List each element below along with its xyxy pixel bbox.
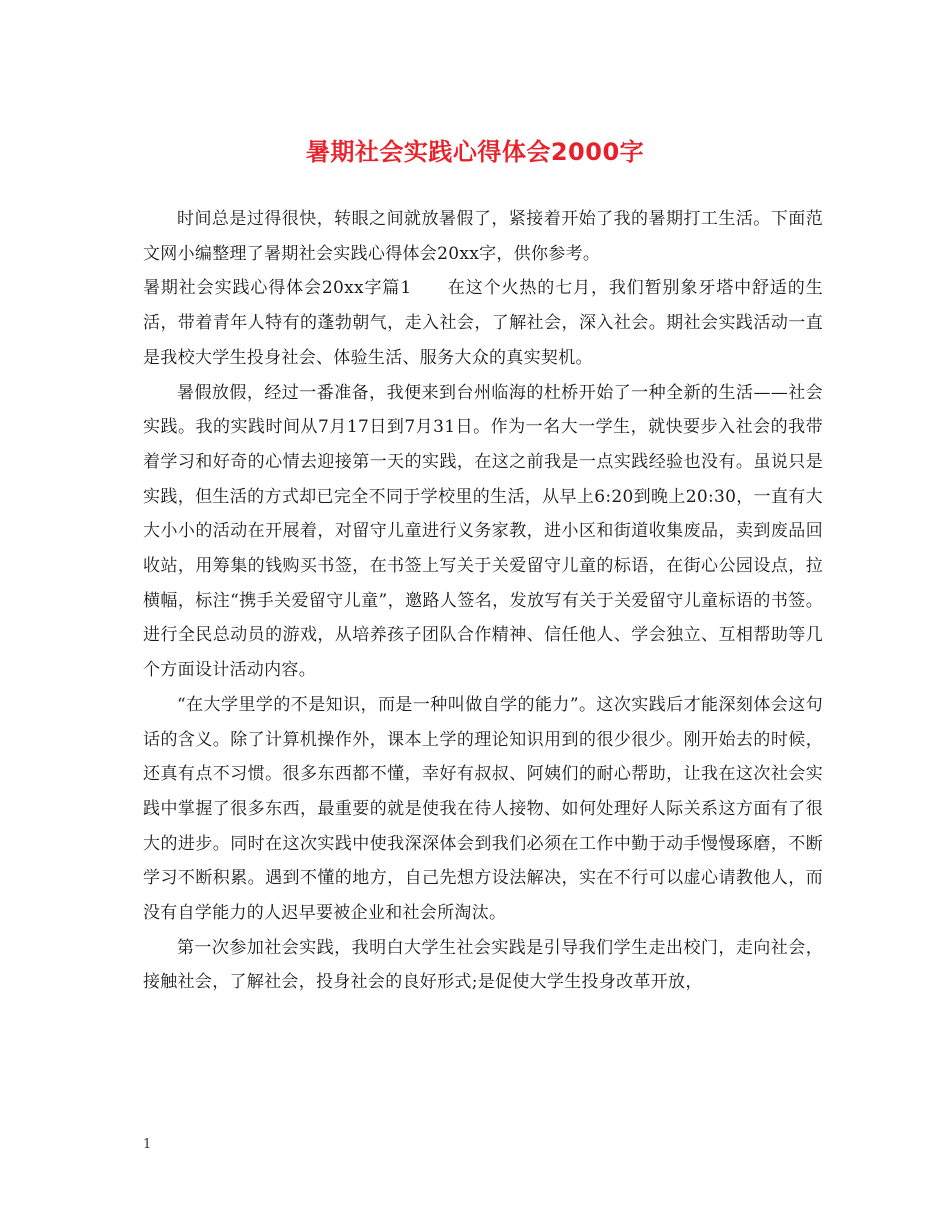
paragraph-section-1: 暑期社会实践心得体会20xx字篇1 在这个火热的七月，我们暂别象牙塔中舒适的生活，带着青年人特有的蓬勃朝气，走入社会，了解社会，深入社会。期社会实践活动一直是我校大学生投身社会、体验生活、服务大众的真实契机。 — [143, 278, 823, 368]
paragraph-first-practice: 第一次参加社会实践，我明白大学生社会实践是引导我们学生走出校门，走向社会，接触社会，了解社会，投身社会的良好形式;是促使大学生投身改革开放， — [143, 937, 823, 993]
document-body — [143, 202, 823, 1000]
document-title: 暑期社会实践心得体会2000字 — [305, 138, 645, 166]
paragraph-practice-description: 暑假放假，经过一番准备，我便来到台州临海的杜桥开始了一种全新的生活——社会实践。我的实践时间从7月17日到7月31日。作为一名大一学生，就快要步入社会的我带着学习和好奇的心情去迎接第一天的实践，在这之前我是一点实践经验也没有。虽说只是实践，但生活的方式却已完全不同于学校里的生活，从早上6:20到晚上20:30，一直有大大小小的活动在开展着，对留守儿童进行义务家教，进小区和街道收集废品，卖到废品回收站，用筹集的钱购买书签，在书签上写关于关爱留守儿童的标语，在街心公园设点，拉横幅，标注“携手关爱留守儿童”，邀路人签名，发放写有关于关爱留守儿童标语的书签。进行全民总动员的游戏，从培养孩子团队合作精神、信任他人、学会独立、互相帮助等几个方面设计活动内容。 — [143, 382, 823, 681]
page-number: 1 — [143, 1137, 152, 1152]
paragraph-intro: 时间总是过得很快，转眼之间就放暑假了，紧接着开始了我的暑期打工生活。下面范文网小编整理了暑期社会实践心得体会20xx字，供你参考。 — [143, 209, 823, 264]
paragraph-self-learning: “在大学里学的不是知识，而是一种叫做自学的能力”。这次实践后才能深刻体会这句话的含义。除了计算机操作外，课本上学的理论知识用到的很少很少。刚开始去的时候，还真有点不习惯。很多东西都不懂，幸好有叔叔、阿姨们的耐心帮助，让我在这次社会实践中掌握了很多东西，最重要的就是使我在待人接物、如何处理好人际关系这方面有了很大的进步。同时在这次实践中使我深深体会到我们必须在工作中勤于动手慢慢琢磨，不断学习不断积累。遇到不懂的地方，自己先想方设法解决，实在不行可以虚心请教他人，而没有自学能力的人迟早要被企业和社会所淘汰。 — [143, 694, 823, 924]
